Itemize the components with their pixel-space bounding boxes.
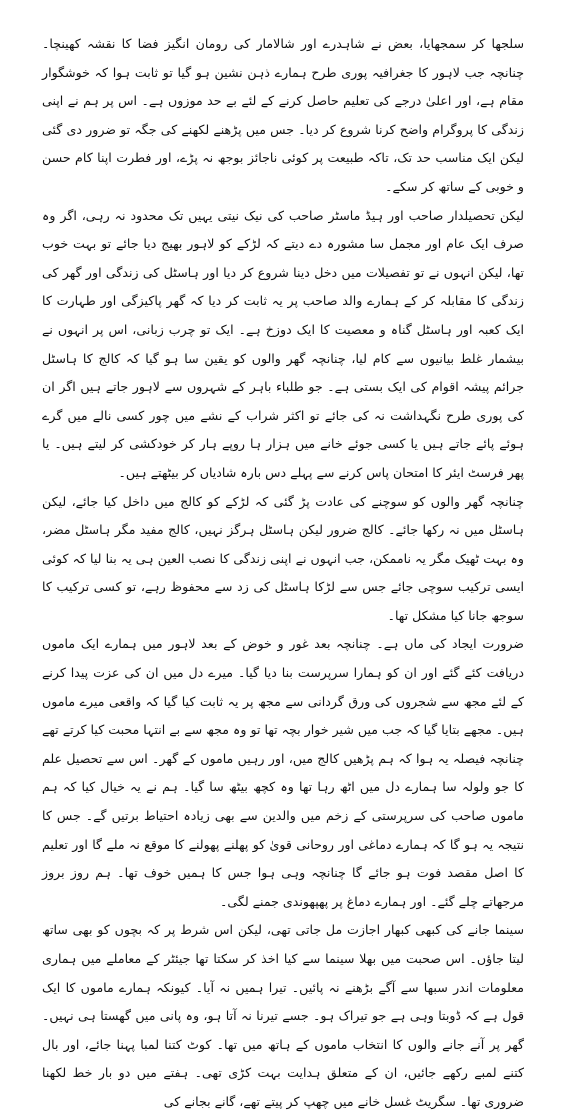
- paragraph-3: چنانچہ گھر والوں کو سوچنے کی عادت پڑ گئی کہ لڑکے کو کالج میں داخل کیا جائے، لیکن ہاسٹل میں نہ رکھا جائے۔ کالج ضرور لیکن ہاسٹل ہرگز نہیں، کالج مفید مگر ہاسٹل مضر، وہ بہت ٹھیک مگر یہ ناممکن، جب انہوں نے اپنی زندگی کا نصب العین ہی یہ بنا لیا کہ کوئی ایسی ترکیب سوچی جائے جس سے لڑکا ہاسٹل کی زد سے محفوظ رہے، تو کسی ترکیب کا سوجھ جانا کیا مشکل تھا۔: [42, 493, 524, 623]
- paragraph-1: سلجھا کر سمجھایا، بعض نے شاہدرے اور شالامار کی رومان انگیز فضا کا نقشہ کھینچا۔ چنانچہ جب لاہور کا جغرافیہ پوری طرح ہمارے ذہن نشین ہو گیا تو ثابت ہوا کہ خوشگوار مقام ہے، اور اعلیٰ درجے کی تعلیم حاصل کرنے کے لئے بے حد موزوں ہے۔ اس پر ہم نے اپنی زندگی کا پروگرام واضح کرنا شروع کر دیا۔ جس میں پڑھنے لکھنے کی جگہ تو ضرور دی گئی لیکن ایک مناسب حد تک، تاکہ طبیعت پر کوئی ناجائز بوجھ نہ پڑے، اور فطرت اپنا کام حسن و خوبی کے ساتھ کر سکے۔: [42, 36, 524, 194]
- paragraph-2: لیکن تحصیلدار صاحب اور ہیڈ ماسٹر صاحب کی نیک نیتی یہیں تک محدود نہ رہی، اگر وہ صرف ایک عام اور مجمل سا مشورہ دے دیتے کہ لڑکے کو لاہور بھیج دیا جائے تو بہت خوب تھا، لیکن انہوں نے تو تفصیلات میں دخل دینا شروع کر دیا اور ہاسٹل کی زندگی اور گھر کی زندگی کا مقابلہ کر کے ہمارے والد صاحب پر یہ ثابت کر دیا کہ گھر پاکیزگی اور طہارت کا ایک کعبہ اور ہاسٹل گناہ و معصیت کا ایک دوزخ ہے۔ ایک تو چرب زبانی، اس پر انہوں نے بیشمار غلط بیانیوں سے کام لیا، چنانچہ گھر والوں کو یقین سا ہو گیا کہ کالج کا ہاسٹل جرائم پیشہ اقوام کی ایک بستی ہے۔ جو طلباء باہر کے شہروں سے لاہور جاتے ہیں اگر ان کی پوری طرح نگہداشت نہ کی جائے تو اکثر شراب کے نشے میں چور کسی نالے میں گرے ہوئے پائے جاتے ہیں یا کسی جوئے خانے میں ہزار ہا روپے ہار کر خودکشی کر لیتے ہیں۔ یا پھر فرسٹ ایئر کا امتحان پاس کرنے سے پہلے دس بارہ شادیاں کر بیٹھتے ہیں۔: [42, 207, 524, 480]
- paragraph-4: ضرورت ایجاد کی ماں ہے۔ چنانچہ بعد غور و خوض کے بعد لاہور میں ہمارے ایک ماموں دریافت کئے گئے اور ان کو ہمارا سرپرست بنا دیا گیا۔ میرے دل میں ان کی عزت پیدا کرنے کے لئے مجھ سے شجروں کی ورق گردانی سے مجھ پر یہ ثابت کیا گیا کہ واقعی میرے ماموں ہیں۔ مجھے بتایا گیا کہ جب میں شیر خوار بچہ تھا تو وہ مجھ سے بے انتہا محبت کیا کرتے تھے چنانچہ فیصلہ یہ ہوا کہ ہم پڑھیں کالج میں، اور رہیں ماموں کے گھر۔ اس سے تحصیل علم کا جو ولولہ سا ہمارے دل میں اٹھ رہا تھا وہ کچھ بیٹھ سا گیا۔ ہم نے یہ خیال کیا کہ ہم ماموں صاحب کی سرپرستی کے زخم میں والدین سے بھی زیادہ احتیاط برتیں گے۔ جس کا نتیجہ یہ ہو گا کہ ہمارے دماغی اور روحانی قویٰ کو پھلنے پھولنے کا موقع نہ ملے گا اور تعلیم کا اصل مقصد فوت ہو جائے گا چنانچہ وہی ہوا جس کا ہمیں خوف تھا۔ ہم روز بروز مرجھاتے چلے گئے۔ اور ہمارے دماغ پر پھپھوندی جمنے لگی۔: [42, 636, 524, 909]
- paragraph-5: سینما جانے کی کبھی کبھار اجازت مل جاتی تھی، لیکن اس شرط پر کہ بچوں کو بھی ساتھ لیتا جاؤں۔ اس صحبت میں بھلا سینما سے کیا اخذ کر سکتا تھا جیئٹر کے معاملے میں ہماری معلومات اندر سبھا سے آگے بڑھنے نہ پائیں۔ تیرا ہمیں نہ آیا۔ کیونکہ ہمارے ماموں کا ایک قول ہے کہ ڈوبتا وہی ہے جو تیراک ہو۔ جسے تیرنا نہ آتا ہو، وہ پانی میں گھستا ہی نہیں۔ گھر پر آنے جانے والوں کا انتخاب ماموں کے ہاتھ میں تھا۔ کوٹ کتنا لمبا پہنا جائے، اور بال کتنے لمبے رکھے جائیں، ان کے متعلق ہدایت بہت کڑی تھی۔ ہفتے میں دو بار خط لکھنا ضروری تھا۔ سگریٹ غسل خانے میں چھپ کر پیتے تھے، گانے بجانے کی: [42, 922, 524, 1109]
- urdu-text-body: [42, 30, 524, 1117]
